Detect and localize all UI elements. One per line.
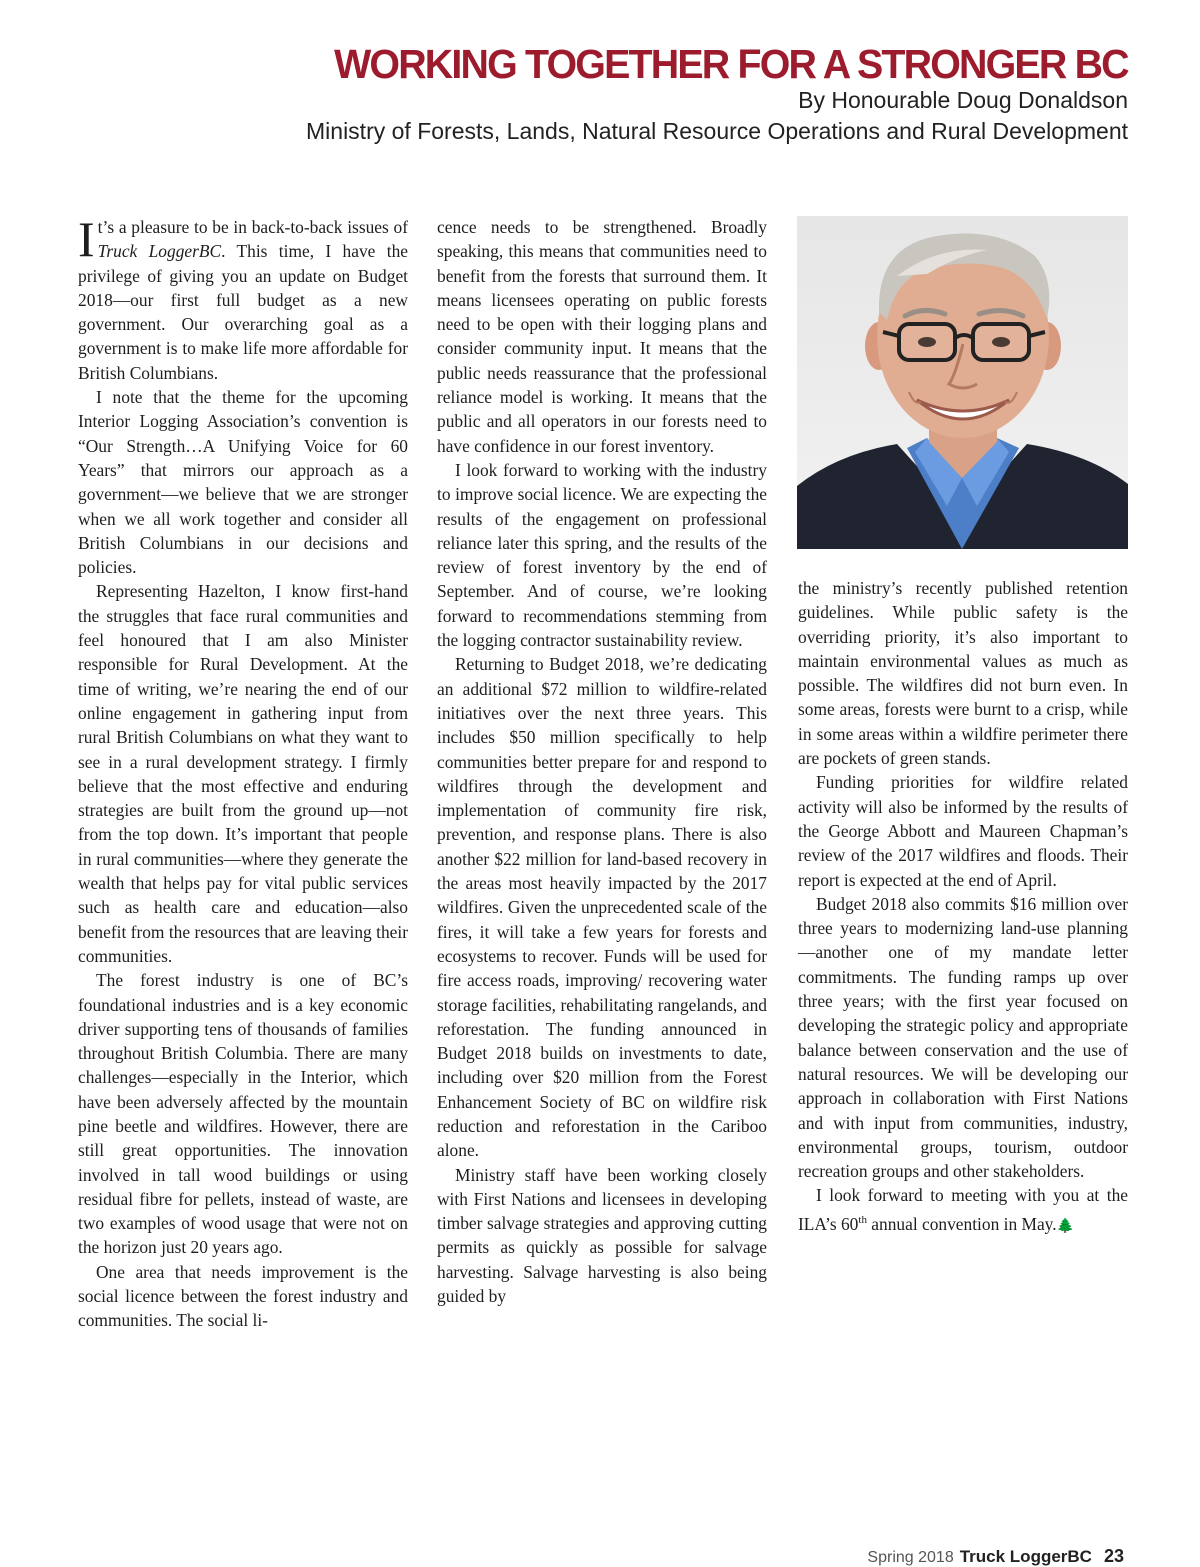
author-portrait-photo xyxy=(797,216,1128,549)
issue-season: Spring 2018 xyxy=(867,1549,954,1566)
article-paragraph: I look forward to working with the industry to improve social licence. We are expecting the results of the engagement on professional reliance later this spring, and the results of the review of forest inventory by the end of September. And of course, we’re looking forward to recommendations stemming from the logging contractor sustainability review. xyxy=(437,459,767,651)
article-paragraph: Representing Hazelton, I know first-hand the struggles that face rural communities and feel honoured that I am also Minister responsible for Rural Development. At the time of writing, we’re nearing the end of our online engagement in gathering input from rural British Columbians on what they want to see in a rural development strategy. I firmly believe that the most effective and enduring strategies are built from the ground up—not from the top down. It’s important that people in rural communities—where they generate the wealth that helps pay for vital public services such as health care and education—also benefit from the resources that are leaving their communities. xyxy=(78,581,408,966)
tree-icon: 🌲 xyxy=(1056,1218,1075,1234)
article-paragraph-continued: the ministry’s recently published retention guidelines. While public safety is the overriding priority, it’s also important to maintain environmental values as much as possible. The wildfires did not burn even. In some areas, forests were burnt to a crisp, while in some areas within a wildfire perimeter there are pockets of green stands. xyxy=(798,578,1128,769)
magazine-title: Truck LoggerBC xyxy=(959,1547,1092,1566)
article-header xyxy=(301,40,1128,146)
article-paragraph-continued: cence needs to be strengthened. Broadly speaking, this means that communities need to benefit from the forests that surround them. It means licensees operating on public forests need to be open with their logging plans and consider community input. It means that the public needs reassurance that the professional reliance model is working. It means that the public and all operators in our forests need to have confidence in our forest inventory. xyxy=(437,217,767,456)
article-column-1 xyxy=(78,211,408,1333)
author-ministry: Ministry of Forests, Lands, Natural Resource Operations and Rural Development xyxy=(306,118,1128,144)
article-paragraph: One area that needs improvement is the social licence between the forest industry and communities. The social li- xyxy=(78,1261,408,1331)
portrait-illustration xyxy=(797,216,1128,549)
article-paragraph: I note that the theme for the upcoming Interior Logging Association’s convention is “Our Strength…A Unifying Voice for 60 Years” that mirrors our approach as a government—we believe that we are stronger when we all work together and consider all British Columbians in our decisions and policies. xyxy=(78,387,408,578)
article-column-2 xyxy=(437,215,767,1308)
article-paragraph: The forest industry is one of BC’s foundational industries and is a key economic driver supporting tens of thousands of families throughout British Columbia. There are many challenges—especially in the Interior, which have been adversely affected by the mountain pine beetle and wildfires. However, there are still great opportunities. The innovation involved in tall wood buildings or using residual fibre for pellets, instead of waste, are two examples of wood usage that were not on the horizon just 20 years ago. xyxy=(78,970,408,1258)
article-title: WORKING TOGETHER FOR A STRONGER BC xyxy=(334,41,1128,87)
drop-cap: I xyxy=(78,211,95,267)
author-byline: By Honourable Doug Donaldson xyxy=(798,87,1128,113)
magazine-name: Truck LoggerBC xyxy=(97,241,222,262)
article-column-3 xyxy=(798,576,1128,1239)
article-paragraph: Ministry staff have been working closely with First Nations and licensees in developing timber salvage strategies and approving cutting permits as quickly as possible for salvage harvesting. Salvage harvesting is also being guided by xyxy=(437,1164,767,1307)
article-paragraph: Returning to Budget 2018, we’re dedicating an additional $72 million to wildfire-related initiatives over the next three years. This includes $50 million specifically to help communities better prepare for and respond to wildfires through the development and implementation of community fire risk, prevention, and response plans. There is also another $22 million for land-based recovery in the areas most heavily impacted by the 2017 wildfires. Given the unprecedented scale of the fires, it will take a few years for forests and ecosystems to recover. Funds will be used for fire access roads, improving/ recovering water storage facilities, rehabilitating rangelands, and reforestation. The funding announced in Budget 2018 builds on investments to date, including over $20 million from the Forest Enhancement Society of BC on wildfire risk reduction and reforestation in the Cariboo alone. xyxy=(437,654,767,1161)
page-number: 23 xyxy=(1103,1546,1124,1566)
article-paragraph: Budget 2018 also commits $16 million over three years to modernizing land-use planning—another one of my mandate letter commitments. The funding ramps up over three years; with the first year focused on developing the strategic policy and appropriate balance between conservation and the use of natural resources. We will be developing our approach in collaboration with First Nations and with input from communities, industry, environmental groups, tourism, outdoor recreation groups and other stakeholders. xyxy=(798,893,1128,1182)
article-paragraph: Funding priorities for wildfire related activity will also be informed by the results of the George Abbott and Maureen Chapman’s review of the 2017 wildfires and floods. Their report is expected at the end of April. xyxy=(798,772,1128,890)
article-paragraph: It’s a pleasure to be in back-to-back issues of Truck LoggerBC. This time, I have the privilege of giving you an update on Budget 2018—our first full budget as a new government. Our overarching goal as a government is to make life more affordable for British Columbians. xyxy=(78,211,408,383)
article-paragraph-closing: I look forward to meeting with you at the ILA’s 60th annual convention in May.🌲 xyxy=(798,1185,1128,1234)
